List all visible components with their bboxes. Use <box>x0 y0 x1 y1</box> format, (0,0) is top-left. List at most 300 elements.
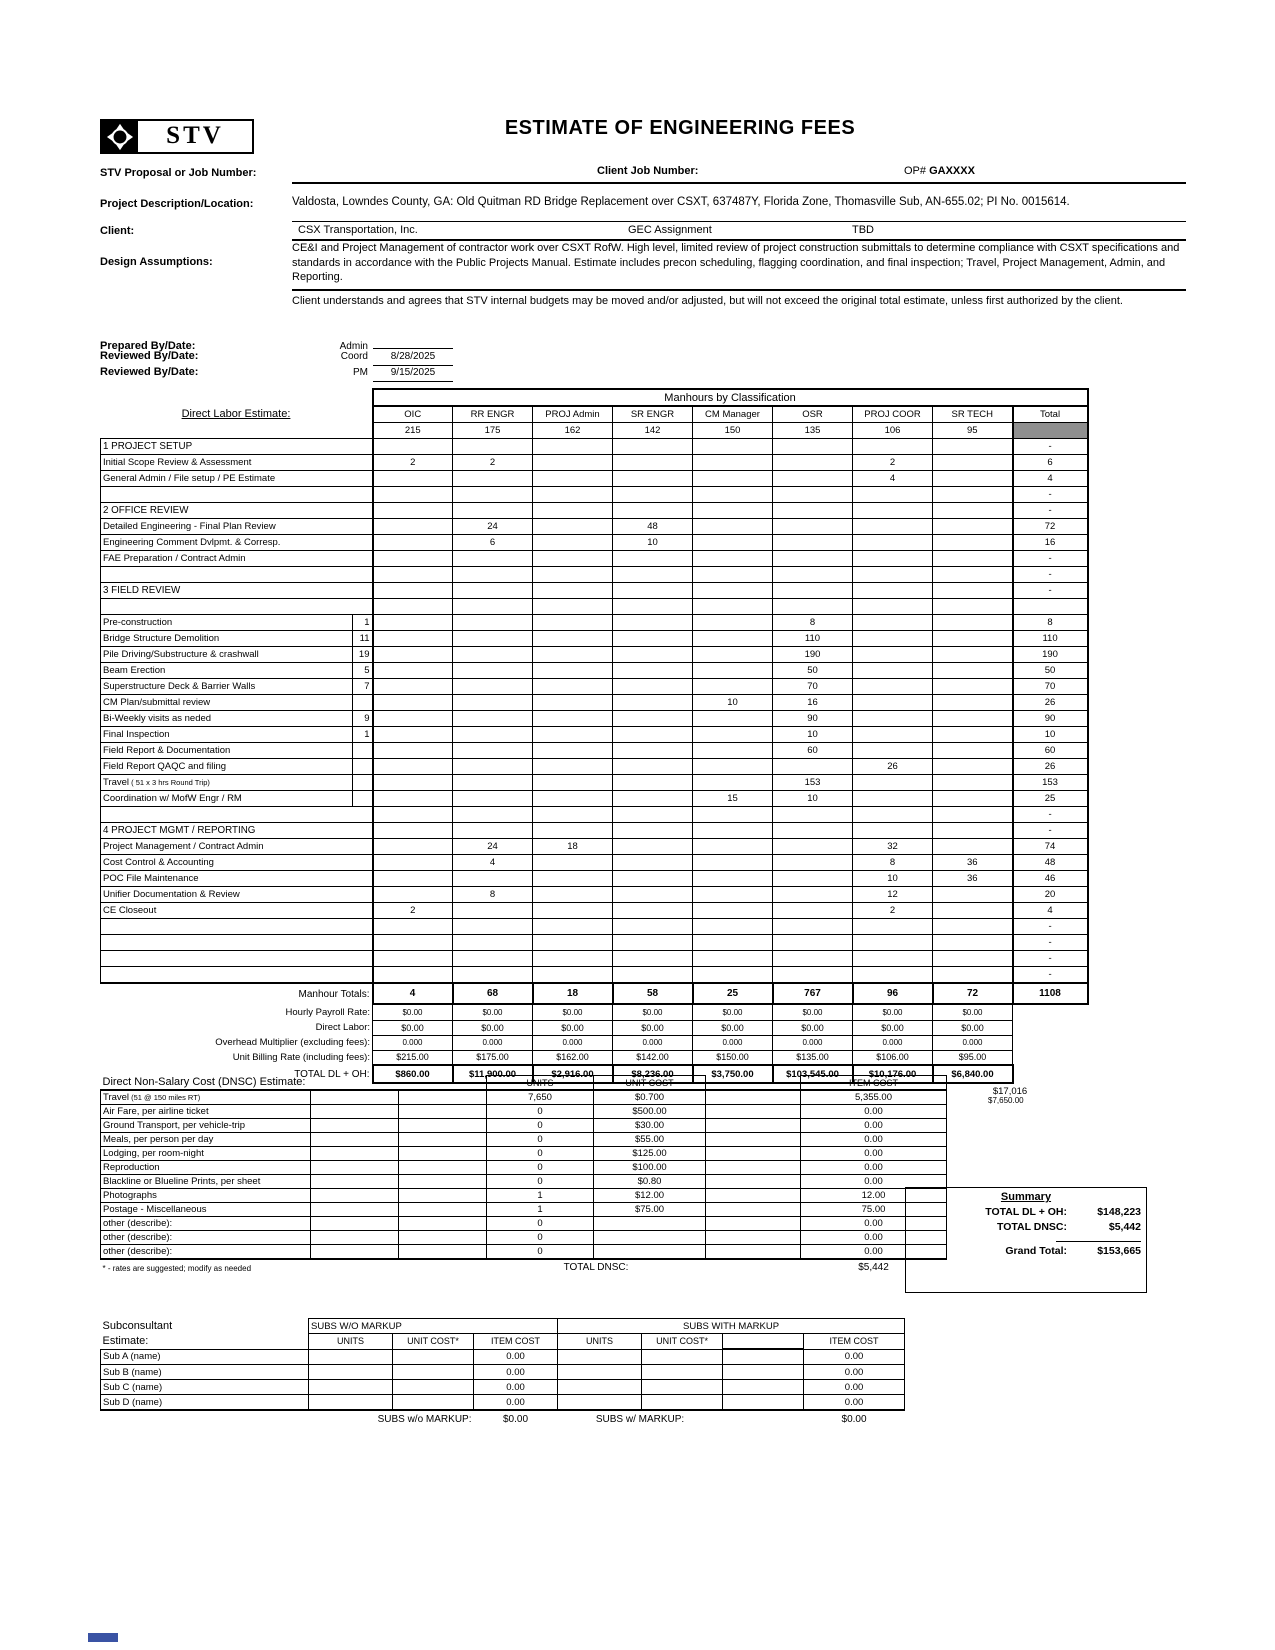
hours-cell <box>693 871 773 887</box>
hours-cell <box>373 679 453 695</box>
unit-cost-cell: $0.700 <box>594 1090 706 1105</box>
summary-row-dnsc <box>906 1221 1146 1233</box>
units-cell: 0 <box>487 1217 594 1231</box>
totals-cell: 68 <box>453 983 533 1004</box>
classification-header: SR TECH <box>933 406 1013 423</box>
hours-cell <box>613 583 693 599</box>
units-cell: 0 <box>487 1245 594 1260</box>
hours-cell: 8 <box>453 887 533 903</box>
hours-cell: 10 <box>773 791 853 807</box>
prepared-reviewed-block <box>100 334 453 382</box>
unit-cost-cell: $125.00 <box>594 1147 706 1161</box>
hours-cell <box>693 583 773 599</box>
hours-cell <box>533 855 613 871</box>
hours-cell <box>533 919 613 935</box>
hours-cell <box>773 887 853 903</box>
hours-cell <box>373 503 453 519</box>
hours-cell <box>933 567 1013 583</box>
totals-cell: $135.00 <box>773 1050 853 1065</box>
row-total-cell: - <box>1013 935 1088 951</box>
spacer-cell <box>706 1217 801 1231</box>
hours-cell <box>693 487 773 503</box>
units-cell: 0 <box>487 1105 594 1119</box>
hours-cell <box>933 727 1013 743</box>
units-header: UNITS <box>309 1334 393 1350</box>
hours-cell <box>853 535 933 551</box>
units-cell <box>309 1395 393 1411</box>
project-description-value: Valdosta, Lowndes County, GA: Old Quitman RD Bridge Replacement over CSXT, 637487Y, Florida Zone, Thomasville Sub, AN-655.02; PI No. 0015614. <box>292 196 1070 208</box>
hours-cell <box>613 935 693 951</box>
dnsc-item-label: Meals, per person per day <box>101 1133 311 1147</box>
prepared-row-date: 8/28/2025 <box>373 351 453 366</box>
summary-divider <box>1056 1241 1141 1242</box>
hours-cell <box>373 567 453 583</box>
filler-cell <box>399 1175 487 1189</box>
hours-cell <box>613 711 693 727</box>
hours-cell <box>773 551 853 567</box>
row-total-cell: 90 <box>1013 711 1088 727</box>
task-label: Superstructure Deck & Barrier Walls <box>101 679 353 695</box>
qty-cell: 7 <box>353 679 373 695</box>
hours-cell <box>693 727 773 743</box>
dnsc-item-label: other (describe): <box>101 1245 311 1260</box>
sub-name-cell: Sub D (name) <box>101 1395 309 1411</box>
hours-cell <box>373 791 453 807</box>
spacer <box>706 1259 801 1273</box>
hours-cell <box>933 519 1013 535</box>
item-cost-cell: 0.00 <box>801 1217 947 1231</box>
filler-cell <box>311 1105 399 1119</box>
labor-totals-row <box>101 983 1088 1004</box>
hours-cell <box>853 951 933 967</box>
item-cost-cell: 0.00 <box>801 1175 947 1189</box>
hours-cell <box>533 695 613 711</box>
filler-cell <box>311 1119 399 1133</box>
row-total-cell: 72 <box>1013 519 1088 535</box>
filler-cell <box>311 1231 399 1245</box>
spacer <box>1013 1020 1088 1035</box>
hours-cell <box>933 695 1013 711</box>
units-cell <box>558 1365 642 1380</box>
units-header: UNITS <box>487 1076 594 1091</box>
empty-label <box>101 919 373 935</box>
item-cost-header: ITEM COST <box>801 1076 947 1091</box>
unit-cost-cell <box>642 1365 723 1380</box>
dnsc-item-label: Postage - Miscellaneous <box>101 1203 311 1217</box>
spacer-cell <box>723 1365 804 1380</box>
hours-cell <box>373 743 453 759</box>
totals-cell: $142.00 <box>613 1050 693 1065</box>
hours-cell <box>373 823 453 839</box>
task-label: Bi-Weekly visits as neded <box>101 711 353 727</box>
subs-with-markup-group: SUBS WITH MARKUP <box>558 1319 905 1334</box>
hours-cell: 90 <box>773 711 853 727</box>
hours-cell <box>933 583 1013 599</box>
hours-cell <box>933 535 1013 551</box>
dnsc-footer-row <box>101 1259 947 1273</box>
hours-cell: 10 <box>773 727 853 743</box>
hours-cell: 190 <box>773 647 853 663</box>
row-total-cell: 70 <box>1013 679 1088 695</box>
dnsc-item-label: Travel (51 @ 150 miles RT) <box>101 1090 311 1105</box>
client-note-text: Client understands and agrees that STV internal budgets may be moved and/or adjusted, but will not exceed the original total estimate, unless first authorized by the client. <box>292 295 1123 307</box>
hours-cell: 24 <box>453 839 533 855</box>
item-cost-wo-cell: 0.00 <box>474 1395 558 1411</box>
subs-w-markup-total-value: $0.00 <box>841 1414 867 1425</box>
total-dnsc-value: $5,442 <box>858 1262 889 1273</box>
hours-cell <box>933 615 1013 631</box>
row-total-cell: 110 <box>1013 631 1088 647</box>
dnsc-row <box>101 1203 947 1217</box>
hours-cell <box>693 823 773 839</box>
section-label: 3 FIELD REVIEW <box>101 583 373 599</box>
row-total-cell <box>1013 599 1088 615</box>
hours-cell <box>373 615 453 631</box>
hours-cell <box>453 919 533 935</box>
row-total-cell: - <box>1013 951 1088 967</box>
hours-cell <box>933 967 1013 984</box>
hours-cell <box>853 807 933 823</box>
summary-dl-oh-label: TOTAL DL + OH: <box>985 1206 1067 1218</box>
task-label: Cost Control & Accounting <box>101 855 373 871</box>
item-cost-cell: 0.00 <box>801 1245 947 1260</box>
subs-without-markup-group: SUBS W/O MARKUP <box>309 1319 558 1334</box>
prepared-row <box>100 350 453 366</box>
hours-cell <box>613 951 693 967</box>
hours-cell <box>853 551 933 567</box>
unit-cost-cell: $12.00 <box>594 1189 706 1203</box>
hours-cell <box>533 727 613 743</box>
spacer-cell <box>706 1245 801 1260</box>
hours-cell <box>693 503 773 519</box>
spacer <box>723 1334 804 1350</box>
hours-cell <box>453 759 533 775</box>
units-cell: 0 <box>487 1231 594 1245</box>
empty-label <box>101 935 373 951</box>
hours-cell: 32 <box>853 839 933 855</box>
totals-cell: $215.00 <box>373 1050 453 1065</box>
totals-cell: $11,900.00 <box>453 1065 533 1083</box>
dnsc-item-label: other (describe): <box>101 1217 311 1231</box>
unit-cost-cell <box>594 1217 706 1231</box>
hours-cell: 2 <box>853 903 933 919</box>
sub-name-cell: Sub C (name) <box>101 1380 309 1395</box>
hours-cell <box>933 647 1013 663</box>
hours-cell <box>533 455 613 471</box>
classification-header: CM Manager <box>693 406 773 423</box>
units-cell <box>558 1380 642 1395</box>
units-cell <box>309 1380 393 1395</box>
dnsc-item-label: Photographs <box>101 1189 311 1203</box>
dnsc-footnote: * - rates are suggested; modify as needed <box>102 1264 252 1273</box>
labor-row <box>101 551 1088 567</box>
spacer-cell <box>706 1147 801 1161</box>
dnsc-row <box>101 1217 947 1231</box>
hours-cell <box>453 663 533 679</box>
spacer-cell <box>706 1119 801 1133</box>
hours-cell <box>693 759 773 775</box>
hours-cell: 12 <box>853 887 933 903</box>
qty-cell <box>353 775 373 791</box>
subs-w-markup-total-label: SUBS w/ MARKUP: <box>595 1414 685 1425</box>
stv-logo <box>100 119 254 154</box>
totals-cell: $95.00 <box>933 1050 1013 1065</box>
totals-cell: 0.000 <box>853 1035 933 1050</box>
proposal-number-label: STV Proposal or Job Number: <box>100 167 257 179</box>
summary-title: Summary <box>1000 1191 1052 1203</box>
hours-cell <box>693 903 773 919</box>
empty-label <box>101 951 373 967</box>
subs-column-header-row <box>101 1334 905 1350</box>
hours-cell <box>373 599 453 615</box>
hours-cell <box>373 583 453 599</box>
hours-cell <box>453 727 533 743</box>
hours-cell <box>453 471 533 487</box>
hours-cell <box>613 743 693 759</box>
hours-cell <box>613 695 693 711</box>
labor-row <box>101 679 1088 695</box>
hours-cell <box>533 807 613 823</box>
hours-cell <box>933 599 1013 615</box>
task-label: CE Closeout <box>101 903 373 919</box>
hours-cell <box>773 535 853 551</box>
hours-cell <box>533 519 613 535</box>
unit-cost-header: UNIT COST* <box>393 1334 474 1350</box>
spacer <box>1013 1004 1088 1020</box>
units-cell: 1 <box>487 1203 594 1217</box>
qty-cell: 1 <box>353 615 373 631</box>
item-cost-header: ITEM COST <box>804 1334 905 1350</box>
qty-cell <box>353 791 373 807</box>
empty-label <box>101 599 373 615</box>
hours-cell <box>533 951 613 967</box>
task-label: Project Management / Contract Admin <box>101 839 373 855</box>
task-label: Coordination w/ MofW Engr / RM <box>101 791 353 807</box>
subs-wo-markup-total-label: SUBS w/o MARKUP: <box>377 1414 472 1425</box>
hours-cell <box>533 535 613 551</box>
hours-cell <box>453 807 533 823</box>
unit-cost-cell: $0.80 <box>594 1175 706 1189</box>
labor-totals-row <box>101 1020 1088 1035</box>
hours-cell <box>453 951 533 967</box>
totals-cell: 767 <box>773 983 853 1004</box>
rate-cell: 150 <box>693 423 773 439</box>
hours-cell <box>853 663 933 679</box>
hours-cell <box>373 487 453 503</box>
hours-cell <box>853 439 933 455</box>
task-label: Field Report QAQC and filing <box>101 759 353 775</box>
hours-cell: 6 <box>453 535 533 551</box>
hours-cell <box>853 631 933 647</box>
filler-cell <box>311 1217 399 1231</box>
spacer <box>101 1410 309 1425</box>
filler-cell <box>399 1161 487 1175</box>
unit-cost-cell <box>642 1395 723 1411</box>
hours-cell <box>613 615 693 631</box>
totals-cell: 0.000 <box>773 1035 853 1050</box>
spacer-cell <box>706 1231 801 1245</box>
hours-cell <box>373 631 453 647</box>
dnsc-table <box>100 1075 947 1273</box>
task-label: FAE Preparation / Contract Admin <box>101 551 373 567</box>
labor-header-row <box>101 406 1088 423</box>
labor-row <box>101 935 1088 951</box>
hours-cell <box>533 551 613 567</box>
hours-cell <box>693 743 773 759</box>
hours-cell <box>453 711 533 727</box>
hours-cell <box>773 487 853 503</box>
spacer-cell <box>706 1133 801 1147</box>
rate-total-cell <box>1013 423 1088 439</box>
row-total-cell: 8 <box>1013 615 1088 631</box>
hours-cell <box>373 727 453 743</box>
hours-cell <box>533 775 613 791</box>
totals-cell: $6,840.00 <box>933 1065 1013 1083</box>
manhours-band-row <box>101 389 1088 406</box>
design-assumptions-label: Design Assumptions: <box>100 256 213 268</box>
hours-cell <box>533 487 613 503</box>
row-total-cell: - <box>1013 823 1088 839</box>
row-total-cell: 6 <box>1013 455 1088 471</box>
unit-cost-cell <box>594 1245 706 1260</box>
hours-cell <box>373 551 453 567</box>
job-number-line <box>292 160 1186 184</box>
prepared-row-label: Prepared By/Date: <box>100 340 196 352</box>
qty-cell: 9 <box>353 711 373 727</box>
hours-cell <box>533 599 613 615</box>
qty-cell: 5 <box>353 663 373 679</box>
totals-cell: $0.00 <box>693 1020 773 1035</box>
units-cell: 0 <box>487 1147 594 1161</box>
hours-cell <box>373 439 453 455</box>
labor-row <box>101 471 1088 487</box>
row-total-cell: 20 <box>1013 887 1088 903</box>
dnsc-item-label: Lodging, per room-night <box>101 1147 311 1161</box>
row-total-cell: 50 <box>1013 663 1088 679</box>
row-total-cell: - <box>1013 807 1088 823</box>
hours-cell <box>453 487 533 503</box>
hours-cell: 2 <box>853 455 933 471</box>
totals-cell: $175.00 <box>453 1050 533 1065</box>
totals-cell: $106.00 <box>853 1050 933 1065</box>
rate-cell: 215 <box>373 423 453 439</box>
totals-cell: 4 <box>373 983 453 1004</box>
hours-cell <box>533 471 613 487</box>
labor-row <box>101 519 1088 535</box>
spacer-cell <box>706 1203 801 1217</box>
filler-cell <box>399 1217 487 1231</box>
row-total-cell: 74 <box>1013 839 1088 855</box>
hours-cell <box>533 503 613 519</box>
filler-cell <box>399 1231 487 1245</box>
totals-cell: 18 <box>533 983 613 1004</box>
task-label: Travel ( 51 x 3 hrs Round Trip) <box>101 775 353 791</box>
prepared-row-label: Reviewed By/Date: <box>100 350 199 362</box>
spacer-cell <box>706 1161 801 1175</box>
filler-cell <box>399 1147 487 1161</box>
item-cost-w-cell: 0.00 <box>804 1365 905 1380</box>
subs-wo-markup-total-value: $0.00 <box>503 1414 529 1425</box>
labor-row <box>101 919 1088 935</box>
row-total-cell: 153 <box>1013 775 1088 791</box>
hours-cell <box>453 567 533 583</box>
labor-row <box>101 967 1088 984</box>
filler-cell <box>399 1189 487 1203</box>
hours-cell <box>373 775 453 791</box>
task-label: Field Report & Documentation <box>101 743 353 759</box>
hours-cell: 16 <box>773 695 853 711</box>
totals-row-label: Overhead Multiplier (excluding fees): <box>215 1037 370 1048</box>
hours-cell <box>453 695 533 711</box>
filler-cell <box>311 1189 399 1203</box>
task-label: Pile Driving/Substructure & crashwall <box>101 647 353 663</box>
hours-cell <box>933 903 1013 919</box>
hours-cell <box>693 439 773 455</box>
hours-cell <box>853 775 933 791</box>
item-cost-cell: 75.00 <box>801 1203 947 1217</box>
row-total-cell: - <box>1013 439 1088 455</box>
hours-cell: 24 <box>453 519 533 535</box>
filler-cell <box>311 1133 399 1147</box>
labor-row <box>101 887 1088 903</box>
hours-cell <box>693 647 773 663</box>
labor-totals-row <box>101 1035 1088 1050</box>
task-label: Bridge Structure Demolition <box>101 631 353 647</box>
empty-label <box>101 567 373 583</box>
hours-cell <box>453 599 533 615</box>
totals-cell: 0.000 <box>373 1035 453 1050</box>
hours-cell <box>533 647 613 663</box>
hours-cell <box>933 951 1013 967</box>
hours-cell: 4 <box>853 471 933 487</box>
subconsultant-table <box>100 1318 905 1425</box>
totals-cell: 0.000 <box>453 1035 533 1050</box>
row-total-cell: - <box>1013 919 1088 935</box>
totals-cell: 72 <box>933 983 1013 1004</box>
hours-cell <box>613 647 693 663</box>
hours-cell <box>693 775 773 791</box>
labor-section-row <box>101 583 1088 599</box>
spacer <box>1013 1050 1088 1065</box>
hours-cell <box>373 711 453 727</box>
labor-row <box>101 567 1088 583</box>
spacer <box>706 1076 801 1091</box>
stv-logo-text: STV <box>166 122 224 149</box>
prepared-row <box>100 366 453 382</box>
hours-cell <box>613 679 693 695</box>
rate-row <box>101 423 1088 439</box>
gec-assignment-value: TBD <box>852 224 874 236</box>
hours-cell <box>933 711 1013 727</box>
dnsc-row <box>101 1133 947 1147</box>
estimate-label: Estimate: <box>102 1335 149 1347</box>
totals-cell: $0.00 <box>933 1004 1013 1020</box>
spacer-cell <box>706 1090 801 1105</box>
filler-cell <box>399 1245 487 1260</box>
hours-cell: 50 <box>773 663 853 679</box>
hours-cell <box>613 855 693 871</box>
qty-cell: 19 <box>353 647 373 663</box>
hours-cell <box>693 919 773 935</box>
hours-cell <box>773 855 853 871</box>
hours-cell <box>453 871 533 887</box>
totals-cell: $0.00 <box>373 1020 453 1035</box>
dnsc-row <box>101 1161 947 1175</box>
unit-cost-cell: $75.00 <box>594 1203 706 1217</box>
labor-row <box>101 727 1088 743</box>
spacer-cell <box>706 1105 801 1119</box>
hours-cell <box>613 967 693 984</box>
